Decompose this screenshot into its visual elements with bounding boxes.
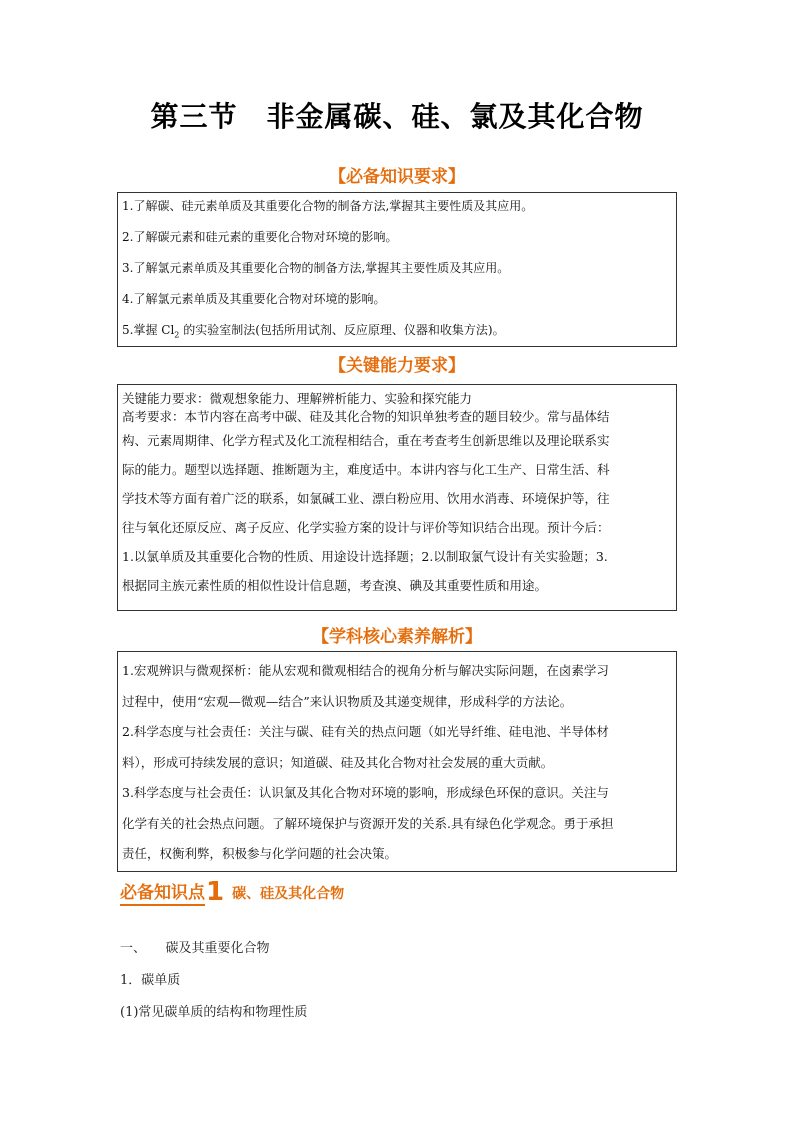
body-heading-2: 1．碳单质 xyxy=(120,973,181,988)
required-knowledge-box xyxy=(117,192,677,347)
knowledge-point-title: 碳、硅及其化合物 xyxy=(232,886,345,902)
section-heading-key-ability: 【关键能力要求】 xyxy=(329,356,465,376)
page-title: 第三节 非金属碳、硅、氯及其化合物 xyxy=(150,100,644,133)
knowledge-point-number: 1 xyxy=(206,877,225,907)
core-literacy-line: 料），形成可持续发展的意识；知道碳、硅及其化合物对社会发展的重大贡献。 xyxy=(122,754,554,770)
core-literacy-line: 化学有关的社会热点问题。了解环境保护与资源开发的关系.具有绿色化学观念。勇于承担 xyxy=(122,815,614,831)
key-ability-line: 高考要求：本节内容在高考中碳、硅及其化合物的知识单独考查的题目较少。常与晶体结 xyxy=(122,409,610,424)
required-knowledge-item-5 xyxy=(122,322,672,353)
core-literacy-line: 责任，权衡利弊，积极参与化学问题的社会决策。 xyxy=(122,846,398,861)
section-heading-core-literacy: 【学科核心素养解析】 xyxy=(312,627,482,647)
core-literacy-box xyxy=(117,651,677,872)
key-ability-box xyxy=(117,384,677,611)
key-ability-line: 1.以氯单质及其重要化合物的性质、用途设计选择题；2.以制取氯气设计有关实验题；3. xyxy=(122,549,608,564)
knowledge-point-heading xyxy=(120,877,344,907)
item5-prefix: 5.掌握 Cl xyxy=(122,323,175,337)
key-ability-line: 构、元素周期律、化学方程式及化工流程相结合，重在考查考生创新思维以及理论联系实 xyxy=(122,433,610,448)
body-heading-3: (1)常见碳单质的结构和物理性质 xyxy=(120,1005,308,1020)
required-knowledge-item: 4.了解氯元素单质及其重要化合物对环境的影响。 xyxy=(122,292,386,306)
core-literacy-line: 2.科学态度与社会责任：关注与碳、硅有关的热点问题（如光导纤维、硅电池、半导体材 xyxy=(122,724,609,739)
body-heading-1: 一、 碳及其重要化合物 xyxy=(120,941,270,956)
core-literacy-line: 1.宏观辨识与微观探析：能从宏观和微观相结合的视角分析与解决实际问题，在卤素学习 xyxy=(122,663,609,678)
key-ability-line: 关键能力要求：微观想象能力、理解辨析能力、实验和探究能力 xyxy=(122,391,473,406)
key-ability-line: 往与氧化还原反应、离子反应、化学实验方案的设计与评价等知识结合出现。预计今后： xyxy=(122,520,610,535)
required-knowledge-item: 3.了解氯元素单质及其重要化合物的制备方法,掌握其主要性质及其应用。 xyxy=(122,261,510,275)
key-ability-line: 根据同主族元素性质的相似性设计信息题，考查溴、碘及其重要性质和用途。 xyxy=(122,578,548,593)
item5-suffix: 的实验室制法(包括所用试剂、反应原理、仪器和收集方法)。 xyxy=(179,323,505,337)
item5-subscript: 2 xyxy=(174,330,180,340)
core-literacy-line: 3.科学态度与社会责任：认识氯及其化合物对环境的影响，形成绿色环保的意识。关注与 xyxy=(122,785,609,800)
required-knowledge-item: 2.了解碳元素和硅元素的重要化合物对环境的影响。 xyxy=(122,230,398,244)
required-knowledge-item: 1.了解碳、硅元素单质及其重要化合物的制备方法,掌握其主要性质及其应用。 xyxy=(122,199,534,213)
core-literacy-line: 过程中，使用“宏观—微观—结合”来认识物质及其递变规律，形成科学的方法论。 xyxy=(122,693,573,709)
section-heading-required-knowledge: 【必备知识要求】 xyxy=(329,167,465,187)
key-ability-line: 际的能力。题型以选择题、推断题为主，难度适中。本讲内容与化工生产、日常生活、科 xyxy=(122,462,610,477)
knowledge-point-prefix: 必备知识点 xyxy=(120,883,205,906)
key-ability-line: 学技术等方面有着广泛的联系，如氯碱工业、漂白粉应用、饮用水消毒、环境保护等，往 xyxy=(122,491,610,506)
